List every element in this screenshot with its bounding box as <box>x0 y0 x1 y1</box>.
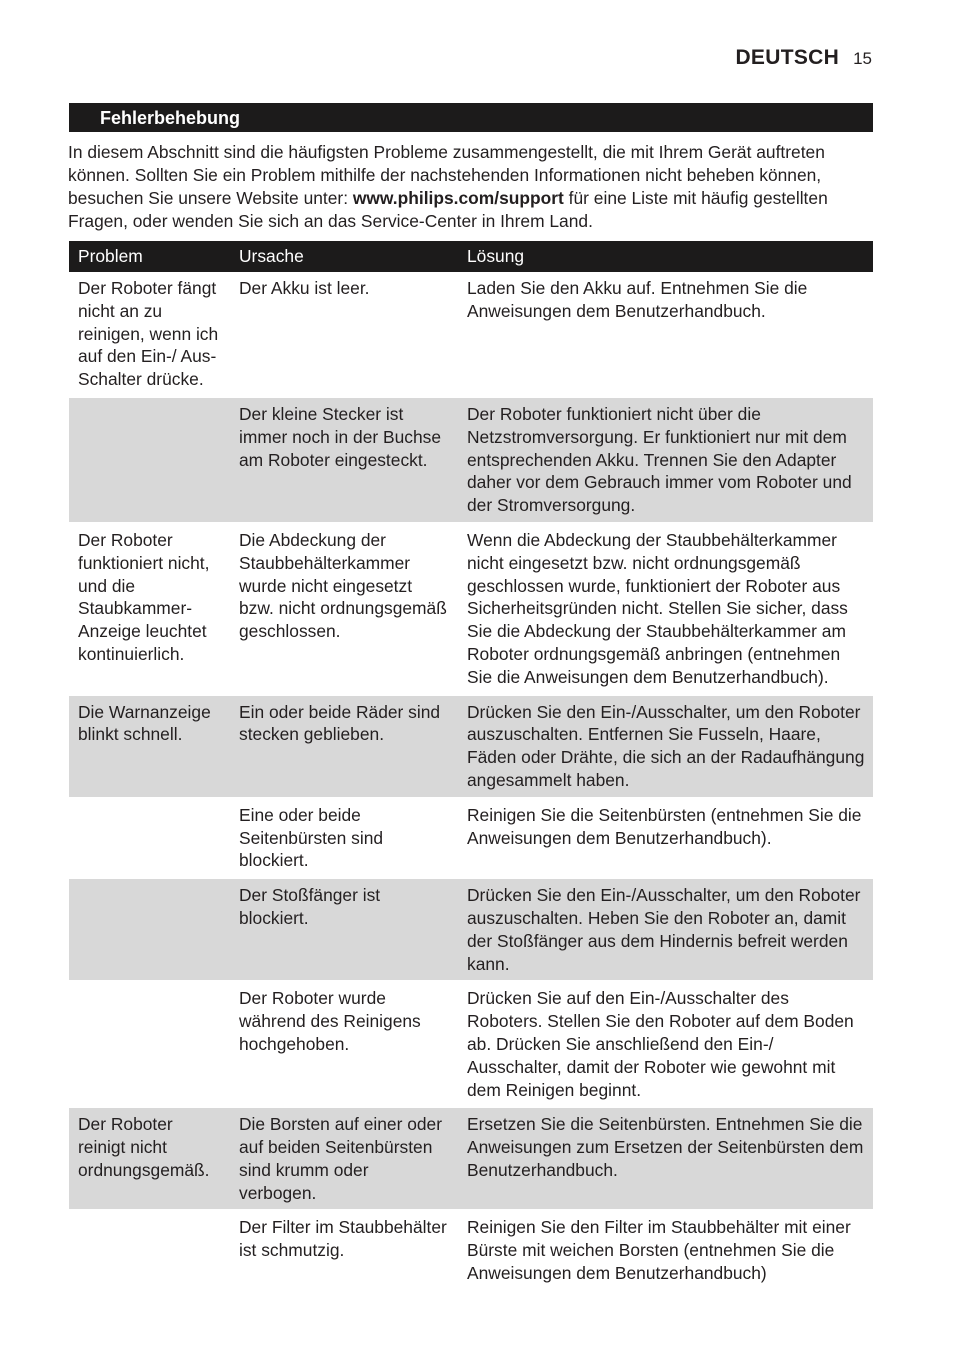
cell-cause: Der Stoßfänger ist blockiert. <box>230 878 458 981</box>
intro-paragraph <box>68 141 873 233</box>
cell-problem: Der Roboter reinigt nicht ordnungsgemäß. <box>69 1107 230 1210</box>
cell-solution: Wenn die Abdeckung der Staubbehälterkammer nicht eingesetzt bzw. nicht ordnungsgemäß geschlossen wurde, funktioniert der Roboter aus Sicherheitsgründen nicht. Stellen Sie sicher, dass Sie die Abdeckung der Staubbehälterkammer am Roboter ordnungsgemäß anbringen (entnehmen Sie die Anweisungen dem Benutzerhandbuch). <box>458 523 873 695</box>
cell-solution: Laden Sie den Akku auf. Entnehmen Sie die Anweisungen dem Benutzerhandbuch. <box>458 272 873 397</box>
cell-problem <box>69 1210 230 1289</box>
cell-cause: Die Abdeckung der Staubbehälterkammer wurde nicht eingesetzt bzw. nicht ordnungsgemäß geschlossen. <box>230 523 458 695</box>
cell-solution: Ersetzen Sie die Seitenbürsten. Entnehmen Sie die Anweisungen zum Ersetzen der Seitenbürsten dem Benutzerhandbuch. <box>458 1107 873 1210</box>
cell-problem <box>69 878 230 981</box>
cell-problem <box>69 798 230 878</box>
table-row <box>69 272 873 397</box>
table-row <box>69 397 873 523</box>
cell-solution: Der Roboter funktioniert nicht über die Netzstromversorgung. Er funktioniert nur mit dem entsprechenden Akku. Trennen Sie den Adapter daher vor dem Gebrauch immer vom Roboter und der Stromversorgung. <box>458 397 873 523</box>
cell-cause: Eine oder beide Seitenbürsten sind blockiert. <box>230 798 458 878</box>
cell-cause: Ein oder beide Räder sind stecken geblieben. <box>230 695 458 798</box>
table-header-row <box>69 241 873 272</box>
table-row <box>69 1210 873 1289</box>
cell-problem: Der Roboter fängt nicht an zu reinigen, wenn ich auf den Ein-/ Aus-Schalter drücke. <box>69 272 230 397</box>
language-label: DEUTSCH <box>735 46 840 69</box>
cell-cause: Der Akku ist leer. <box>230 272 458 397</box>
cell-solution: Reinigen Sie den Filter im Staubbehälter mit einer Bürste mit weichen Borsten (entnehmen Sie die Anweisungen dem Benutzerhandbuch) <box>458 1210 873 1289</box>
header-solution: Lösung <box>458 241 873 272</box>
cell-problem <box>69 981 230 1107</box>
intro-text-before: In diesem Abschnitt sind die häufigsten Probleme zusammengestellt, die mit Ihrem Gerät auftreten können. Sollten Sie ein Problem mithilfe der nachstehenden Informationen nicht beheben können, besuchen Sie unsere Website unter: <box>68 142 825 208</box>
cell-solution: Drücken Sie auf den Ein-/Ausschalter des Roboters. Stellen Sie den Roboter auf dem Boden ab. Drücken Sie anschließend den Ein-/ Ausschalter, damit der Roboter wie gewohnt mit dem Reinigen beginnt. <box>458 981 873 1107</box>
cell-solution: Drücken Sie den Ein-/Ausschalter, um den Roboter auszuschalten. Entfernen Sie Fusseln, Haare, Fäden oder Drähte, die sich an der Radaufhängung angesammelt haben. <box>458 695 873 798</box>
cell-problem: Der Roboter funktioniert nicht, und die Staubkammer-Anzeige leuchtet kontinuierlich. <box>69 523 230 695</box>
table-row <box>69 523 873 695</box>
page-header <box>735 46 872 70</box>
intro-text-after: für eine Liste mit häufig gestellten Fragen, oder wenden Sie sich an das Service-Center in Ihrem Land. <box>68 188 828 231</box>
troubleshooting-table <box>69 241 873 1290</box>
page-number: 15 <box>853 49 872 68</box>
table-row <box>69 981 873 1107</box>
cell-problem <box>69 397 230 523</box>
table-row <box>69 798 873 878</box>
cell-solution: Reinigen Sie die Seitenbürsten (entnehmen Sie die Anweisungen dem Benutzerhandbuch). <box>458 798 873 878</box>
cell-cause: Die Borsten auf einer oder auf beiden Seitenbürsten sind krumm oder verbogen. <box>230 1107 458 1210</box>
table-row <box>69 878 873 981</box>
cell-cause: Der Roboter wurde während des Reinigens hochgehoben. <box>230 981 458 1107</box>
cell-cause: Der kleine Stecker ist immer noch in der Buchse am Roboter eingesteckt. <box>230 397 458 523</box>
header-cause: Ursache <box>230 241 458 272</box>
table-row <box>69 695 873 798</box>
table-row <box>69 1107 873 1210</box>
section-title: Fehlerbehebung <box>69 103 873 132</box>
cell-cause: Der Filter im Staubbehälter ist schmutzig. <box>230 1210 458 1289</box>
support-link[interactable]: www.philips.com/support <box>352 188 564 208</box>
cell-problem: Die Warnanzeige blinkt schnell. <box>69 695 230 798</box>
cell-solution: Drücken Sie den Ein-/Ausschalter, um den Roboter auszuschalten. Heben Sie den Roboter an, damit der Stoßfänger aus dem Hindernis befreit werden kann. <box>458 878 873 981</box>
header-problem: Problem <box>69 241 230 272</box>
